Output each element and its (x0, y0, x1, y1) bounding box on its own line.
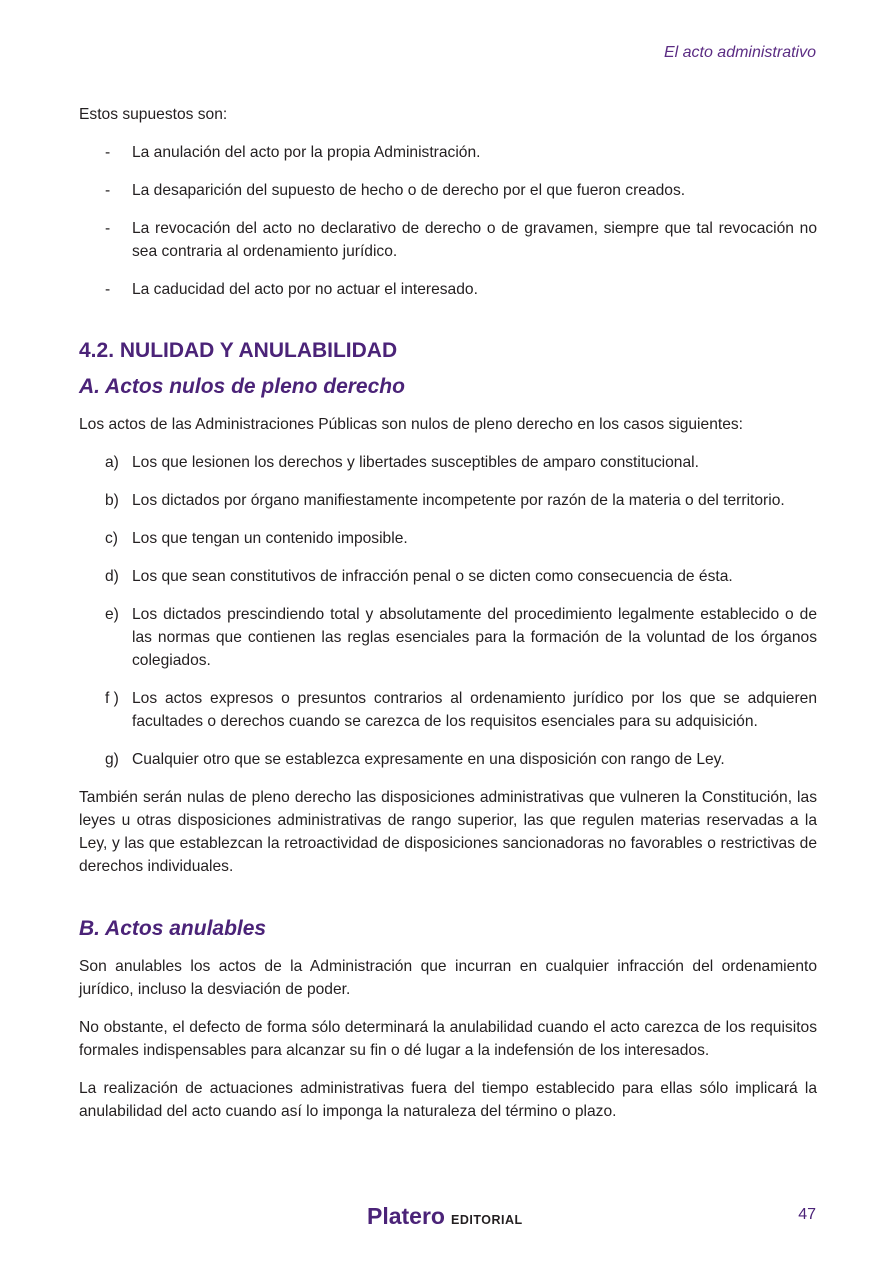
nulos-closing: También serán nulas de pleno derecho las disposiciones administrativas que vulneren la Constitución, las leyes u otras disposiciones administrativas de rango superior, las que regulen materias reservadas a la Ley, y las que establezcan la retroactividad de disposiciones sancionadoras no favorables o restrictivas de derechos individuales. (79, 789, 817, 875)
list-item-text: La caducidad del acto por no actuar el interesado. (132, 281, 478, 298)
anulables-paragraph: La realización de actuaciones administrativas fuera del tiempo establecido para ellas sólo implicará la anulabilidad del acto cuando así lo imponga la naturaleza del término o plazo. (79, 1080, 817, 1120)
list-item-text: Los actos expresos o presuntos contrarios al ordenamiento jurídico por los que se adquieren facultades o derechos cuando se carezca de los requisitos esenciales para su adquisición. (132, 690, 817, 730)
list-item (79, 527, 817, 550)
list-item-text: Los que tengan un contenido imposible. (132, 530, 408, 547)
list-item-text: Los dictados por órgano manifiestamente incompetente por razón de la materia o del territorio. (132, 492, 785, 509)
list-marker: d) (105, 568, 119, 585)
list-item-text: La desaparición del supuesto de hecho o de derecho por el que fueron creados. (132, 182, 686, 199)
list-item-text: Los dictados prescindiendo total y absolutamente del procedimiento legalmente establecido o de las normas que contienen las reglas esenciales para la formación de la voluntad de los órganos colegiados. (132, 606, 817, 669)
list-marker: g) (105, 751, 119, 768)
brand-name: Platero (367, 1203, 445, 1229)
list-item (79, 687, 817, 733)
list-item (79, 565, 817, 588)
anulables-paragraph: Son anulables los actos de la Administración que incurran en cualquier infracción del ordenamiento jurídico, incluso la desviación de poder. (79, 958, 817, 998)
list-item-text: La anulación del acto por la propia Administración. (132, 144, 481, 161)
list-item-text: Cualquier otro que se establezca expresamente en una disposición con rango de Ley. (132, 751, 725, 768)
anulables-paragraph: No obstante, el defecto de forma sólo determinará la anulabilidad cuando el acto carezca de los requisitos formales indispensables para alcanzar su fin o dé lugar a la indefensión de los interesados. (79, 1019, 817, 1059)
nulos-list (79, 451, 817, 771)
running-title: El acto administrativo (663, 44, 816, 61)
list-item (79, 489, 817, 512)
section-heading: 4.2. NULIDAD Y ANULABILIDAD (79, 339, 398, 362)
list-item-text: Los que sean constitutivos de infracción penal o se dicten como consecuencia de ésta. (132, 568, 733, 585)
list-item-text: Los que lesionen los derechos y libertades susceptibles de amparo constitucional. (132, 454, 699, 471)
list-marker: c) (105, 530, 118, 547)
list-item (79, 217, 817, 263)
dash-marker: - (105, 281, 111, 298)
publisher-logo (367, 1203, 523, 1230)
list-marker: b) (105, 492, 119, 509)
list-item-text: La revocación del acto no declarativo de derecho o de gravamen, siempre que tal revocación no sea contraria al ordenamiento jurídico. (132, 220, 817, 260)
list-item (79, 451, 817, 474)
list-item (79, 179, 817, 202)
intro-paragraph: Estos supuestos son: (79, 106, 228, 123)
list-marker: a) (105, 454, 119, 471)
list-item (79, 141, 817, 164)
list-item (79, 748, 817, 771)
nulos-intro: Los actos de las Administraciones Públicas son nulos de pleno derecho en los casos siguientes: (79, 416, 743, 433)
list-marker: e) (105, 606, 119, 623)
dash-marker: - (105, 182, 111, 199)
page-body (79, 103, 817, 1138)
list-marker: f ) (105, 690, 119, 707)
subsection-heading-b: B. Actos anulables (79, 917, 267, 940)
dash-marker: - (105, 144, 111, 161)
supuestos-list (79, 141, 817, 301)
dash-marker: - (105, 220, 111, 237)
list-item (79, 278, 817, 301)
list-item (79, 603, 817, 672)
brand-editorial: EDITORIAL (450, 1213, 523, 1227)
page-number: 47 (798, 1206, 816, 1223)
subsection-heading-a: A. Actos nulos de pleno derecho (79, 375, 405, 398)
